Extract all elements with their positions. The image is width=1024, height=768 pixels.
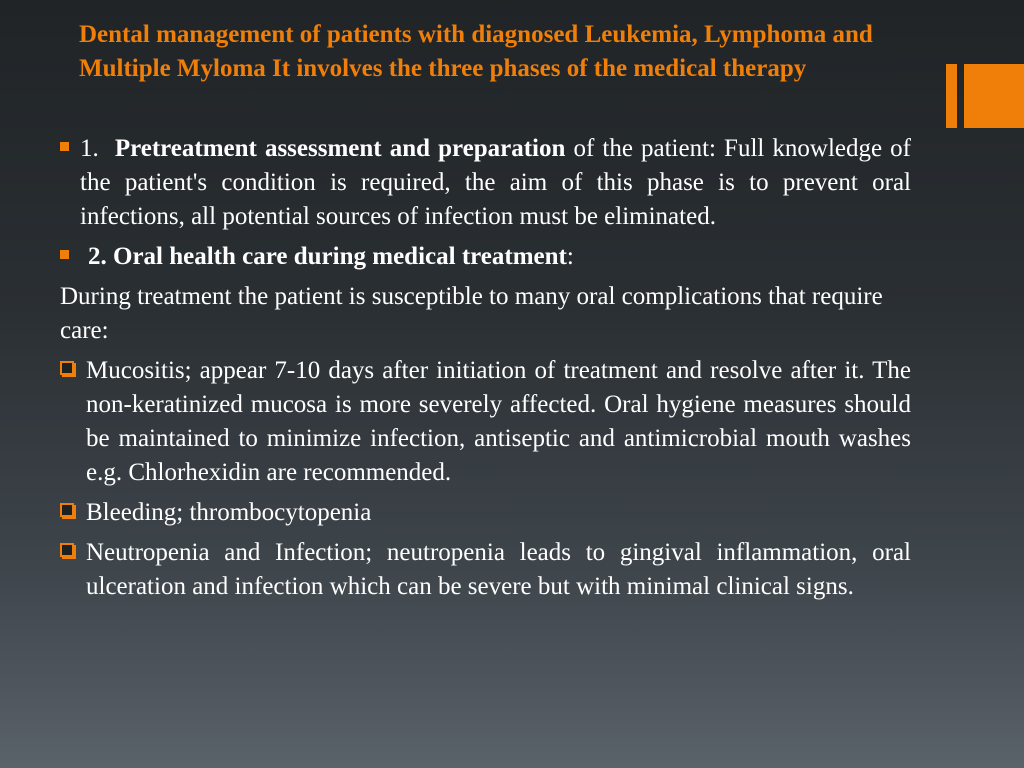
intro-text	[60, 280, 911, 348]
list-item-pretreatment	[60, 132, 911, 234]
slide-body	[60, 132, 911, 610]
sub-item-bleeding	[60, 496, 911, 530]
square-bullet-icon	[60, 250, 69, 259]
item-suffix: :	[566, 243, 574, 270]
sub-item-neutropenia	[60, 536, 911, 604]
item-heading: Pretreatment assessment and preparation	[114, 135, 566, 162]
item-text: of the patient: Full knowledge of the patient's condition is required, the aim of this phase is to prevent oral infections, all potential sources of infection must be eliminated.	[80, 135, 912, 230]
sub-item-text: Mucositis; appear 7-10 days after initiation of treatment and resolve after it. The non-keratinized mucosa is more severely affected. Oral hygiene measures should be maintained to minimize infection, antiseptic and antimicrobial mouth washes e.g. Chlorhexidin are recommended.	[86, 357, 911, 486]
checkbox-bullet-icon	[60, 361, 74, 375]
checkbox-bullet-icon	[60, 503, 74, 517]
square-bullet-icon	[60, 142, 69, 151]
item-heading: 2. Oral health care during medical treatment	[88, 243, 567, 270]
slide-title: Dental management of patients with diagnosed Leukemia, Lymphoma and Multiple Myloma It involves the three phases of the medical therapy	[79, 21, 873, 82]
sub-item-text: Bleeding; thrombocytopenia	[86, 499, 372, 526]
intro-suffix: :	[101, 317, 109, 344]
accent-bar-thick	[964, 64, 1024, 128]
list-item-oral-care	[60, 240, 911, 274]
sub-item-mucositis	[60, 354, 911, 490]
intro-body: During treatment the patient is susceptible to many oral complications that require care	[60, 283, 883, 344]
sub-item-text: Neutropenia and Infection; neutropenia leads to gingival inflammation, oral ulceration and infection which can be severe but with minimal clinical signs.	[86, 539, 911, 600]
item-number: 1.	[80, 135, 99, 162]
accent-bar-thin	[946, 64, 957, 128]
checkbox-bullet-icon	[60, 543, 74, 557]
